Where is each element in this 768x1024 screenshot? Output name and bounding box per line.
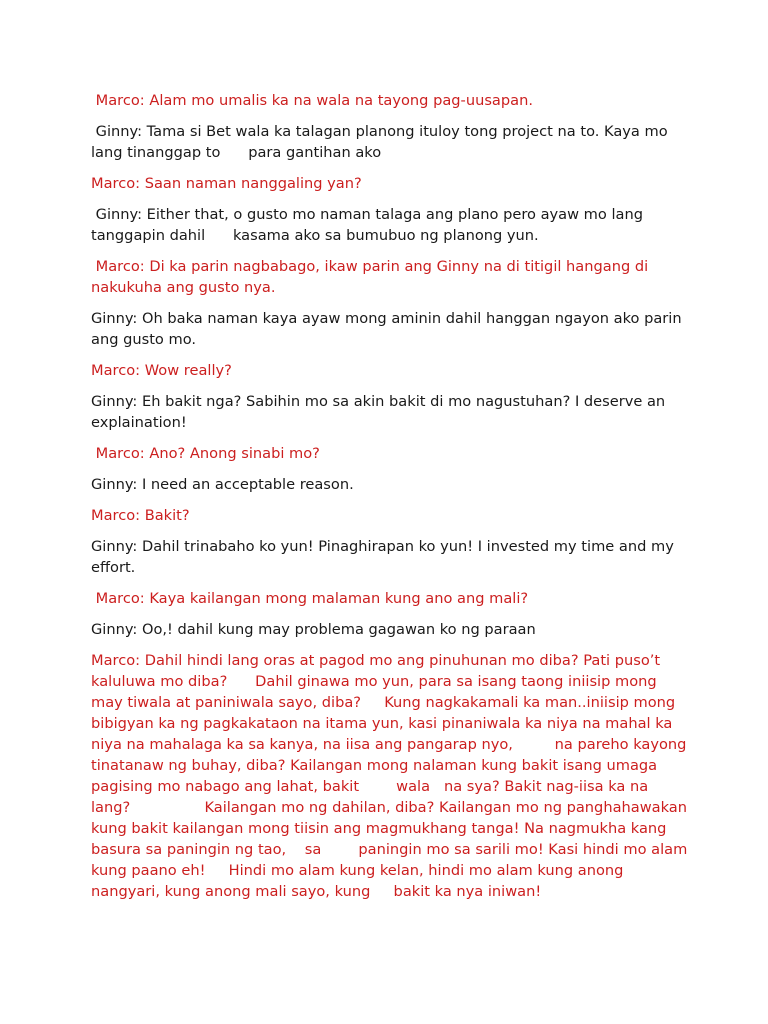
dialogue-line-marco: Marco: Di ka parin nagbabago, ikaw parin ang Ginny na di titigil hangang di nakukuha ang gusto nya. [91, 258, 653, 296]
dialogue-line-marco: Marco: Ano? Anong sinabi mo? [91, 445, 320, 462]
dialogue-line-marco: Marco: Alam mo umalis ka na wala na tayong pag-uusapan. [91, 92, 533, 109]
dialogue-line-marco: Marco: Kaya kailangan mong malaman kung ano ang mali? [91, 590, 529, 607]
dialogue-line-ginny: Ginny: I need an acceptable reason. [91, 476, 354, 493]
dialogue-line-ginny: Ginny: Eh bakit nga? Sabihin mo sa akin bakit di mo nagustuhan? I deserve an explaination! [91, 393, 670, 431]
dialogue-line-ginny: Ginny: Dahil trinabaho ko yun! Pinaghirapan ko yun! I invested my time and my effort. [91, 538, 679, 576]
dialogue-line-marco: Marco: Bakit? [91, 507, 190, 524]
dialogue-line-ginny: Ginny: Either that, o gusto mo naman talaga ang plano pero ayaw mo lang tanggapin dahil kasama ako sa bumubuo ng planong yun. [91, 206, 648, 244]
dialogue-line-marco-monologue: Marco: Dahil hindi lang oras at pagod mo ang pinuhunan mo diba? Pati puso’t kaluluwa mo diba? Dahil ginawa mo yun, para sa isang taong iniisip mong may tiwala at paniniwala sayo, diba? Kung nagkakamali ka man..iniisip mong bibigyan ka ng pagkakataon na itama yun, kasi pinaniwala ka niya na mahal ka niya na mahalaga ka sa kanya, na iisa ang pangarap nyo, na pareho kayong tinatanaw ng buhay, diba? Kailangan mong nalaman kung bakit isang umaga pagising mo nabago ang lahat, bakit wala na sya? Bakit nag-iisa ka na lang? Kailangan mo ng dahilan, diba? Kailangan mo ng panghahawakan kung bakit kailangan mong tiisin ang magmukhang tanga! Na nagmukha kang basura sa paningin ng tao, sa paningin mo sa sarili mo! Kasi hindi mo alam kung paano eh! Hindi mo alam kung kelan, hindi mo alam kung anong nangyari, kung anong mali sayo, kung bakit ka nya iniwan! [91, 652, 692, 900]
dialogue-line-ginny: Ginny: Oh baka naman kaya ayaw mong aminin dahil hanggan ngayon ako parin ang gusto mo. [91, 310, 687, 348]
dialogue-line-marco: Marco: Wow really? [91, 362, 232, 379]
script-document [91, 90, 691, 912]
dialogue-line-ginny: Ginny: Tama si Bet wala ka talagan planong ituloy tong project na to. Kaya mo lang tinanggap to para gantihan ako [91, 123, 673, 161]
dialogue-line-ginny: Ginny: Oo,! dahil kung may problema gagawan ko ng paraan [91, 621, 536, 638]
dialogue-line-marco: Marco: Saan naman nanggaling yan? [91, 175, 362, 192]
